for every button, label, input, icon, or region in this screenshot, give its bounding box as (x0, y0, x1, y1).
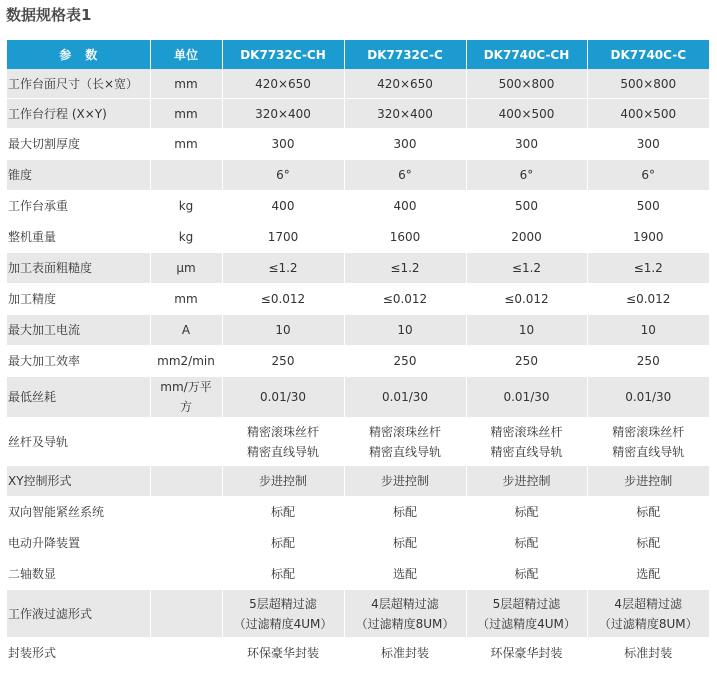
value-cell-model-1: 250 (222, 346, 344, 377)
value-cell-model-2: 标准封装 (344, 638, 466, 669)
header-model-1: DK7732C-CH (222, 40, 344, 69)
value-cell-model-4: 400×500 (587, 99, 709, 129)
value-cell-model-1: 标配 (222, 528, 344, 559)
value-cell-model-1: 1700 (222, 222, 344, 253)
table-row (7, 638, 709, 669)
value-cell-model-2: 标配 (344, 528, 466, 559)
value-cell-model-4: 标准封装 (587, 638, 709, 669)
value-cell-model-4: 1900 (587, 222, 709, 253)
unit-cell: mm (150, 284, 222, 315)
value-cell-model-4: 步进控制 (587, 466, 709, 497)
value-cell-model-2: 420×650 (344, 69, 466, 99)
value-cell-model-3: 10 (466, 315, 587, 346)
table-row (7, 497, 709, 528)
value-cell-model-2: 6° (344, 160, 466, 191)
value-cell-model-1: 420×650 (222, 69, 344, 99)
value-cell-model-2: ≤1.2 (344, 253, 466, 284)
table-row (7, 346, 709, 377)
table-row (7, 222, 709, 253)
value-cell-model-3: 2000 (466, 222, 587, 253)
value-cell-model-3: 步进控制 (466, 466, 587, 497)
value-cell-model-4: 精密滚珠丝杆 精密直线导轨 (587, 418, 709, 466)
param-name-cell: 加工表面粗糙度 (7, 253, 150, 284)
value-cell-model-3: 300 (466, 129, 587, 160)
unit-cell (150, 160, 222, 191)
param-name-cell: 工作台承重 (7, 191, 150, 222)
value-cell-model-3: 5层超精过滤 （过滤精度4UM） (466, 590, 587, 638)
param-name-cell: 双向智能紧丝系统 (7, 497, 150, 528)
value-cell-model-1: 标配 (222, 497, 344, 528)
param-name-cell: 工作台面尺寸（长×宽） (7, 69, 150, 99)
value-cell-model-1: 步进控制 (222, 466, 344, 497)
value-cell-model-1: ≤1.2 (222, 253, 344, 284)
param-name-cell: 最大加工电流 (7, 315, 150, 346)
unit-cell (150, 590, 222, 638)
param-name-cell: 工作台行程 (X×Y) (7, 99, 150, 129)
value-cell-model-2: 300 (344, 129, 466, 160)
param-name-cell: 锥度 (7, 160, 150, 191)
spec-table (7, 40, 709, 669)
value-cell-model-2: 选配 (344, 559, 466, 590)
param-name-cell: 最大加工效率 (7, 346, 150, 377)
value-cell-model-3: ≤0.012 (466, 284, 587, 315)
value-cell-model-2: 10 (344, 315, 466, 346)
value-cell-model-1: 环保豪华封装 (222, 638, 344, 669)
header-model-2: DK7732C-C (344, 40, 466, 69)
value-cell-model-2: 精密滚珠丝杆 精密直线导轨 (344, 418, 466, 466)
value-cell-model-2: 0.01/30 (344, 377, 466, 418)
table-header-row (7, 40, 709, 69)
unit-cell: A (150, 315, 222, 346)
value-cell-model-1: 320×400 (222, 99, 344, 129)
value-cell-model-4: 250 (587, 346, 709, 377)
param-name-cell: 工作液过滤形式 (7, 590, 150, 638)
unit-cell: mm/万平方 (150, 377, 222, 418)
header-param: 参数 (7, 40, 150, 69)
value-cell-model-1: 300 (222, 129, 344, 160)
unit-cell: mm (150, 69, 222, 99)
unit-cell: mm2/min (150, 346, 222, 377)
header-unit: 单位 (150, 40, 222, 69)
value-cell-model-1: ≤0.012 (222, 284, 344, 315)
value-cell-model-2: 250 (344, 346, 466, 377)
value-cell-model-2: 1600 (344, 222, 466, 253)
value-cell-model-3: 标配 (466, 559, 587, 590)
unit-cell (150, 466, 222, 497)
value-cell-model-3: 500 (466, 191, 587, 222)
value-cell-model-4: 300 (587, 129, 709, 160)
value-cell-model-1: 400 (222, 191, 344, 222)
unit-cell (150, 559, 222, 590)
value-cell-model-1: 5层超精过滤 （过滤精度4UM） (222, 590, 344, 638)
unit-cell (150, 418, 222, 466)
value-cell-model-3: 6° (466, 160, 587, 191)
unit-cell: mm (150, 99, 222, 129)
param-name-cell: 二轴数显 (7, 559, 150, 590)
table-row (7, 466, 709, 497)
param-name-cell: 封装形式 (7, 638, 150, 669)
value-cell-model-4: 10 (587, 315, 709, 346)
table-row (7, 559, 709, 590)
table-row (7, 253, 709, 284)
param-name-cell: 最大切割厚度 (7, 129, 150, 160)
value-cell-model-4: ≤1.2 (587, 253, 709, 284)
value-cell-model-4: 500×800 (587, 69, 709, 99)
unit-cell (150, 638, 222, 669)
unit-cell (150, 497, 222, 528)
value-cell-model-3: 精密滚珠丝杆 精密直线导轨 (466, 418, 587, 466)
value-cell-model-1: 10 (222, 315, 344, 346)
value-cell-model-3: 0.01/30 (466, 377, 587, 418)
value-cell-model-4: ≤0.012 (587, 284, 709, 315)
value-cell-model-1: 6° (222, 160, 344, 191)
table-row (7, 99, 709, 129)
param-name-cell: 加工精度 (7, 284, 150, 315)
value-cell-model-4: 0.01/30 (587, 377, 709, 418)
unit-cell: kg (150, 191, 222, 222)
unit-cell: mm (150, 129, 222, 160)
value-cell-model-3: 环保豪华封装 (466, 638, 587, 669)
table-row (7, 160, 709, 191)
param-name-cell: 最低丝耗 (7, 377, 150, 418)
value-cell-model-1: 0.01/30 (222, 377, 344, 418)
value-cell-model-4: 500 (587, 191, 709, 222)
value-cell-model-2: ≤0.012 (344, 284, 466, 315)
table-row (7, 590, 709, 638)
param-name-cell: XY控制形式 (7, 466, 150, 497)
header-model-4: DK7740C-C (587, 40, 709, 69)
value-cell-model-1: 标配 (222, 559, 344, 590)
param-name-cell: 丝杆及导轨 (7, 418, 150, 466)
table-row (7, 191, 709, 222)
value-cell-model-2: 4层超精过滤 （过滤精度8UM） (344, 590, 466, 638)
value-cell-model-2: 标配 (344, 497, 466, 528)
spec-table-body (7, 69, 709, 669)
unit-cell (150, 528, 222, 559)
table-row (7, 129, 709, 160)
value-cell-model-3: 标配 (466, 528, 587, 559)
value-cell-model-4: 选配 (587, 559, 709, 590)
value-cell-model-2: 步进控制 (344, 466, 466, 497)
value-cell-model-4: 4层超精过滤 （过滤精度8UM） (587, 590, 709, 638)
param-name-cell: 电动升降装置 (7, 528, 150, 559)
table-row (7, 284, 709, 315)
unit-cell: kg (150, 222, 222, 253)
value-cell-model-3: 400×500 (466, 99, 587, 129)
value-cell-model-4: 6° (587, 160, 709, 191)
value-cell-model-3: 标配 (466, 497, 587, 528)
unit-cell: μm (150, 253, 222, 284)
table-row (7, 69, 709, 99)
param-name-cell: 整机重量 (7, 222, 150, 253)
value-cell-model-4: 标配 (587, 528, 709, 559)
table-row (7, 315, 709, 346)
value-cell-model-2: 320×400 (344, 99, 466, 129)
page-title: 数据规格表1 (6, 6, 92, 24)
value-cell-model-3: 250 (466, 346, 587, 377)
value-cell-model-2: 400 (344, 191, 466, 222)
table-row (7, 528, 709, 559)
header-model-3: DK7740C-CH (466, 40, 587, 69)
value-cell-model-4: 标配 (587, 497, 709, 528)
value-cell-model-3: 500×800 (466, 69, 587, 99)
table-row (7, 418, 709, 466)
value-cell-model-1: 精密滚珠丝杆 精密直线导轨 (222, 418, 344, 466)
table-row (7, 377, 709, 418)
value-cell-model-3: ≤1.2 (466, 253, 587, 284)
